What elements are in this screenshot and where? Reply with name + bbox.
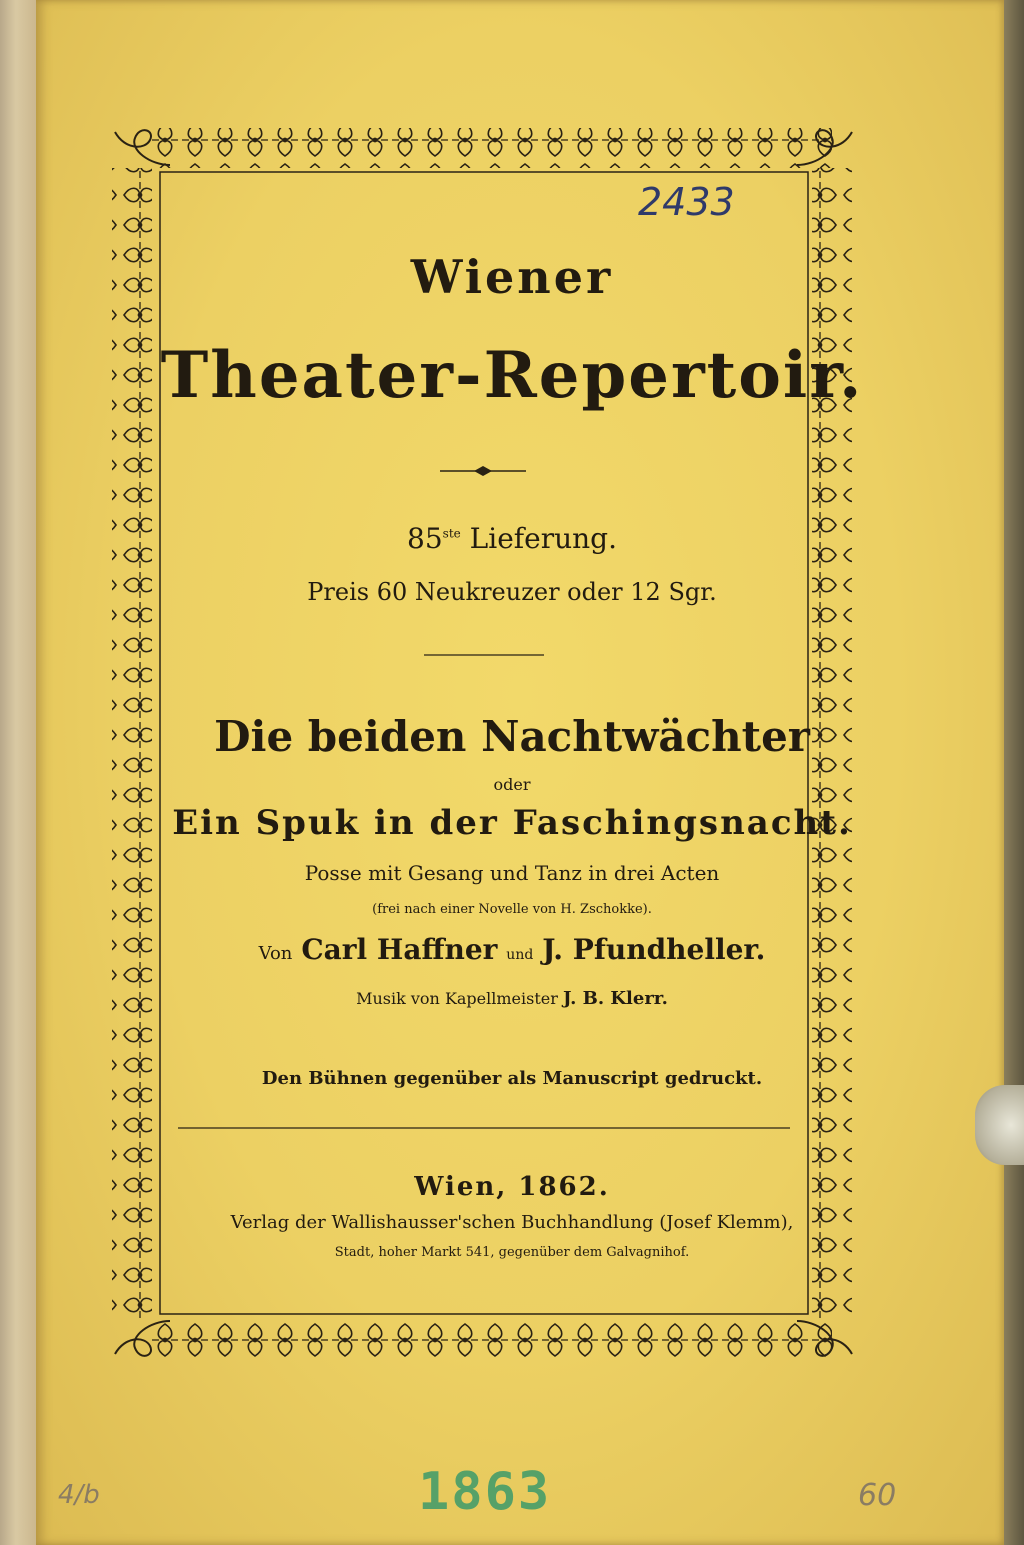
play-subtitle: Ein Spuk in der Faschingsnacht. bbox=[172, 803, 852, 843]
genre-line: Posse mit Gesang und Tanz in drei Acten bbox=[304, 861, 720, 885]
border-bottom bbox=[152, 1318, 832, 1358]
border-top bbox=[152, 128, 832, 168]
music-line bbox=[0, 988, 1024, 1009]
imprint-place-year: Wien, 1862. bbox=[414, 1172, 610, 1202]
manuscript-notice: Den Bühnen gegenüber als Manuscript gedruckt. bbox=[261, 1068, 763, 1089]
authors-and: und bbox=[506, 947, 534, 963]
imprint-address: Stadt, hoher Markt 541, gegenüber dem Galvagnihof. bbox=[334, 1245, 690, 1260]
handwritten-shelf-number: 2433 bbox=[638, 180, 735, 224]
series-title-line1: Wiener bbox=[410, 250, 614, 304]
pencil-note-right: 60 bbox=[858, 1478, 897, 1513]
issue-number bbox=[0, 522, 1024, 555]
composer: J. B. Klerr. bbox=[562, 988, 668, 1009]
issue-word: Lieferung. bbox=[469, 522, 617, 555]
issue-number-suffix: ste bbox=[442, 526, 461, 541]
authors-prefix: Von bbox=[258, 943, 293, 964]
authors-line bbox=[0, 933, 1024, 966]
source-note: (frei nach einer Novelle von H. Zschokke). bbox=[372, 902, 652, 917]
title-divider-ornament bbox=[474, 466, 492, 476]
imprint-publisher: Verlag der Wallishausser'schen Buchhandlung (Josef Klemm), bbox=[230, 1212, 794, 1233]
title-connector: oder bbox=[493, 775, 531, 794]
issue-number-value: 85 bbox=[407, 522, 443, 555]
music-prefix: Musik von Kapellmeister bbox=[356, 989, 558, 1008]
series-title-line2: Theater-Repertoir. bbox=[160, 338, 864, 413]
author-2: J. Pfundheller. bbox=[542, 933, 766, 966]
author-1: Carl Haffner bbox=[301, 933, 498, 966]
price: Preis 60 Neukreuzer oder 12 Sgr. bbox=[307, 578, 717, 606]
pencil-note-left: 4/b bbox=[58, 1480, 100, 1510]
play-title: Die beiden Nachtwächter bbox=[214, 712, 810, 761]
library-stamp-year: 1863 bbox=[418, 1462, 552, 1522]
